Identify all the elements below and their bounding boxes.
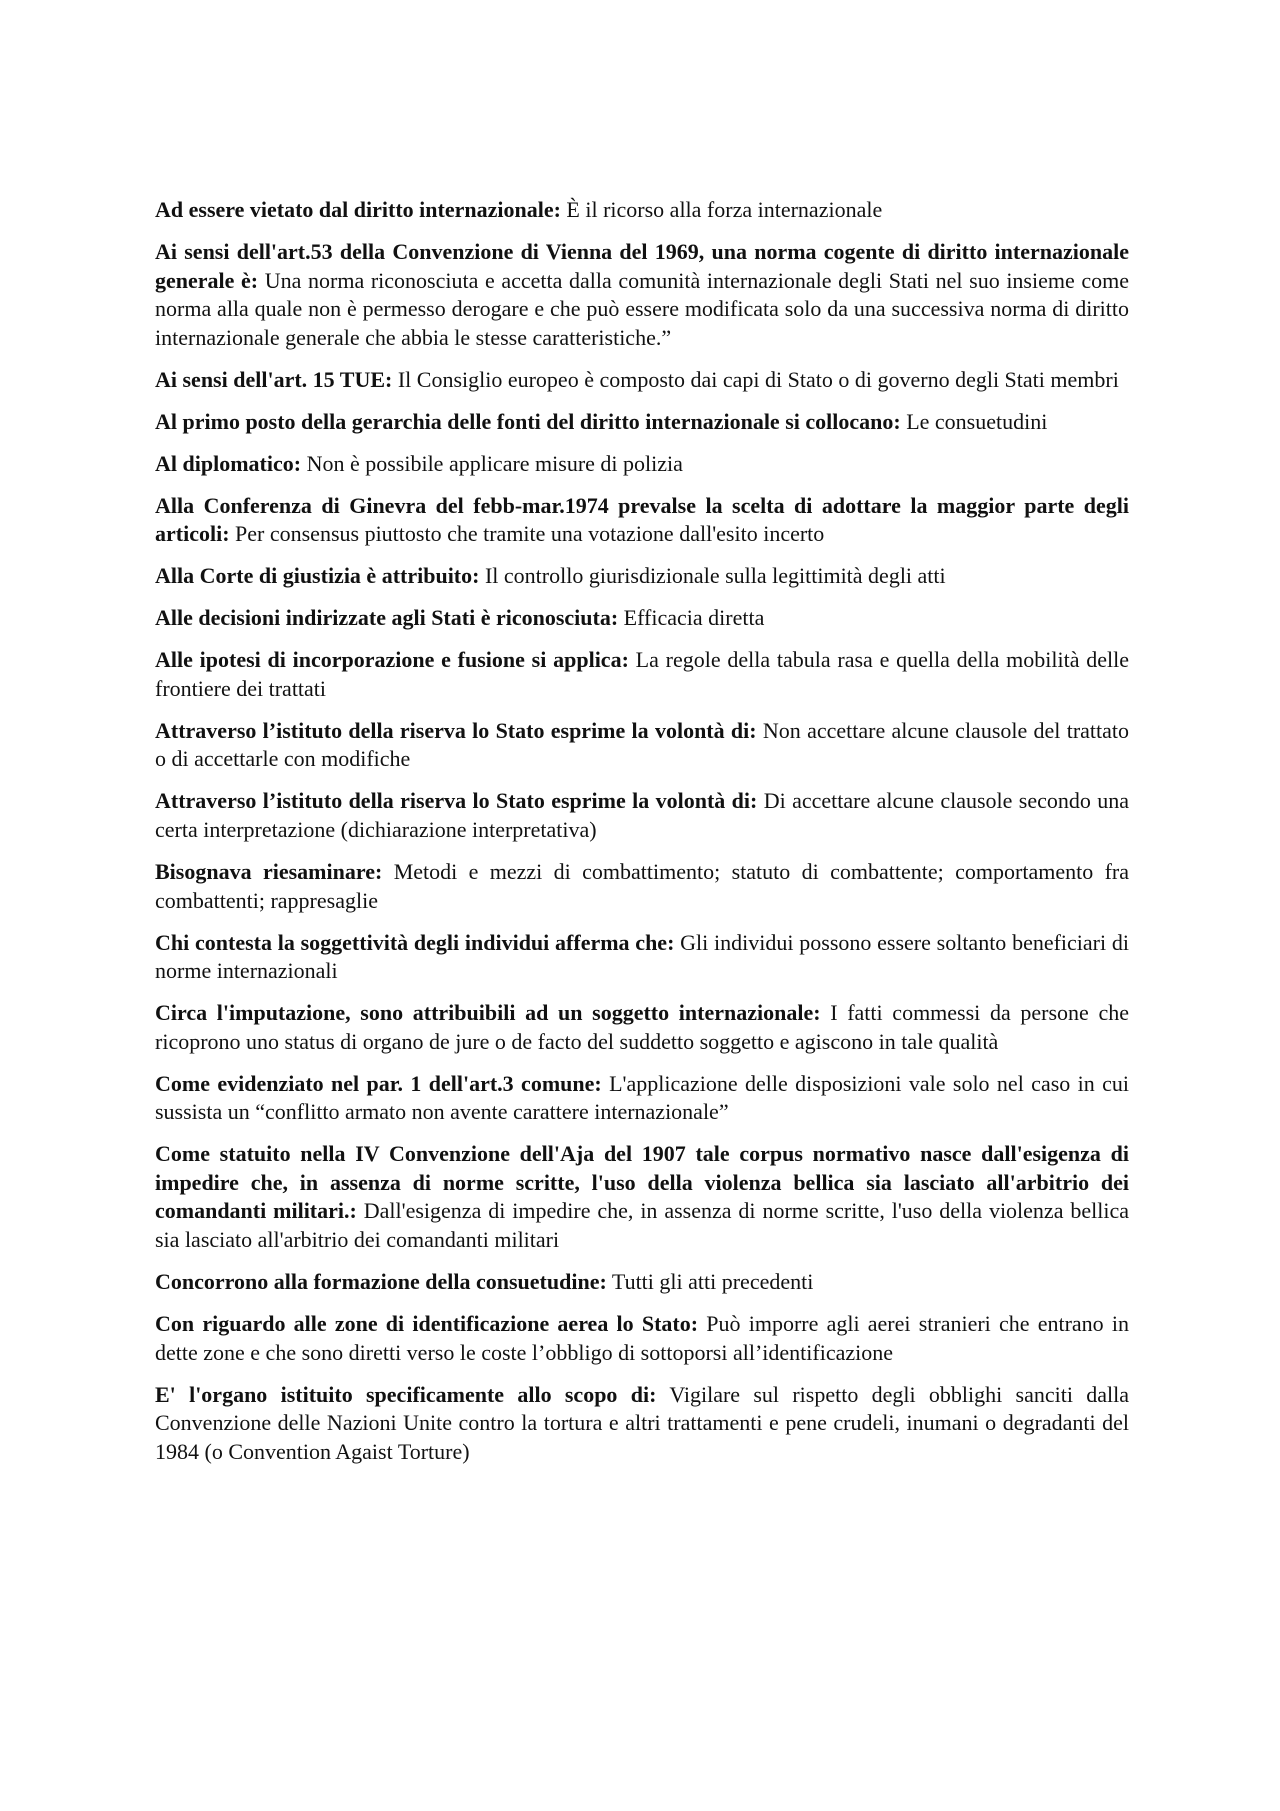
question-text: Con riguardo alle zone di identificazione aerea lo Stato: (155, 1311, 699, 1337)
answer-text: Le consuetudini (906, 408, 1048, 434)
answer-text: Dall'esigenza di impedire che, in assenza di norme scritte, l'uso della violenza bellica sia lasciato all'arbitrio dei comandanti militari (155, 1198, 1130, 1253)
answer-text: Il controllo giurisdizionale sulla legittimità degli atti (484, 563, 946, 589)
answer-text: Per consensus piuttosto che tramite una votazione dall'esito incerto (235, 521, 825, 547)
document-page (155, 196, 1129, 1480)
question-text: Bisognava riesaminare: (155, 858, 383, 884)
answer-text: Il Consiglio europeo è composto dai capi di Stato o di governo degli Stati membri (397, 366, 1119, 392)
answer-text: Efficacia diretta (623, 605, 765, 631)
qa-entry (155, 999, 1129, 1056)
qa-entry (155, 1140, 1129, 1254)
qa-entry (155, 1381, 1129, 1467)
qa-entry (155, 1268, 1129, 1297)
qa-entry (155, 604, 1129, 633)
question-text: Ad essere vietato dal diritto internazionale: (155, 197, 561, 222)
answer-text: Gli individui possono essere soltanto beneficiari di norme internazionali (155, 929, 1129, 984)
question-text: Come statuito nella IV Convenzione dell'Aja del 1907 tale corpus normativo nasce dall'esigenza di impedire che, in assenza di norme scritte, l'uso della violenza bellica sia lasciato all'arbitrio dei comandanti militari.: (155, 1141, 1129, 1224)
question-text: Concorrono alla formazione della consuetudine: (155, 1269, 607, 1295)
question-text: Attraverso l’istituto della riserva lo Stato esprime la volontà di: (155, 717, 757, 743)
qa-entry (155, 492, 1129, 549)
qa-entry (155, 929, 1129, 986)
qa-entry (155, 196, 1129, 225)
qa-entry (155, 787, 1129, 844)
question-text: Come evidenziato nel par. 1 dell'art.3 comune: (155, 1070, 602, 1096)
question-text: Alla Corte di giustizia è attribuito: (155, 563, 480, 589)
answer-text: Può imporre agli aerei stranieri che entrano in dette zone e che sono diretti verso le coste l’obbligo di sottoporsi all’identificazione (155, 1311, 1129, 1365)
question-text: Ai sensi dell'art. 15 TUE: (155, 366, 393, 392)
question-text: Alla Conferenza di Ginevra del febb-mar.1974 prevalse la scelta di adottare la maggior parte degli articoli: (155, 492, 1129, 547)
qa-entry (155, 1310, 1129, 1367)
question-text: Al diplomatico: (155, 450, 302, 476)
question-text: Alle ipotesi di incorporazione e fusione si applica: (155, 647, 629, 673)
answer-text: Non accettare alcune clausole del trattato o di accettarle con modifiche (155, 717, 1130, 772)
qa-entry (155, 450, 1129, 479)
question-text: Attraverso l’istituto della riserva lo Stato esprime la volontà di: (155, 788, 758, 814)
answer-text: Vigilare sul rispetto degli obblighi sanciti dalla Convenzione delle Nazioni Unite contro la tortura e altri trattamenti e pene crudeli, inumani o degradanti del 1984 (o Convention Agaist Torture) (155, 1381, 1129, 1464)
answer-text: Metodi e mezzi di combattimento; statuto di combattente; comportamento fra combattenti; rappresaglie (155, 858, 1129, 913)
qa-entry (155, 858, 1129, 915)
answer-text: Non è possibile applicare misure di polizia (306, 450, 683, 476)
question-text: Alle decisioni indirizzate agli Stati è riconosciuta: (155, 605, 619, 631)
qa-entry (155, 717, 1129, 774)
qa-entry (155, 238, 1129, 352)
question-text: E' l'organo istituito specificamente allo scopo di: (155, 1381, 657, 1407)
question-text: Circa l'imputazione, sono attribuibili ad un soggetto internazionale: (155, 1000, 821, 1026)
answer-text: L'applicazione delle disposizioni vale solo nel caso in cui sussista un “conflitto armato non avente carattere internazionale” (155, 1070, 1130, 1125)
answer-text: È il ricorso alla forza internazionale (566, 197, 883, 222)
answer-text: Di accettare alcune clausole secondo una certa interpretazione (dichiarazione interpretativa) (155, 788, 1130, 842)
answer-text: La regole della tabula rasa e quella della mobilità delle frontiere dei trattati (155, 647, 1129, 701)
answer-text: Una norma riconosciuta e accetta dalla comunità internazionale degli Stati nel suo insieme come norma alla quale non è permesso derogare e che può essere modificata solo da una successiva norma di diritto internazionale generale che abbia le stesse caratteristiche.” (155, 267, 1130, 350)
question-text: Chi contesta la soggettività degli individui afferma che: (155, 929, 675, 955)
qa-entry (155, 562, 1129, 591)
answer-text: I fatti commessi da persone che ricoprono uno status di organo de jure o de facto del suddetto soggetto e agiscono in tale qualità (155, 1000, 1129, 1054)
qa-entry (155, 646, 1129, 703)
qa-entry (155, 408, 1129, 437)
question-text: Ai sensi dell'art.53 della Convenzione di Vienna del 1969, una norma cogente di diritto internazionale generale è: (155, 238, 1129, 293)
qa-entry (155, 1070, 1129, 1127)
qa-entry (155, 366, 1129, 395)
answer-text: Tutti gli atti precedenti (611, 1269, 814, 1295)
question-text: Al primo posto della gerarchia delle fonti del diritto internazionale si collocano: (155, 408, 901, 434)
